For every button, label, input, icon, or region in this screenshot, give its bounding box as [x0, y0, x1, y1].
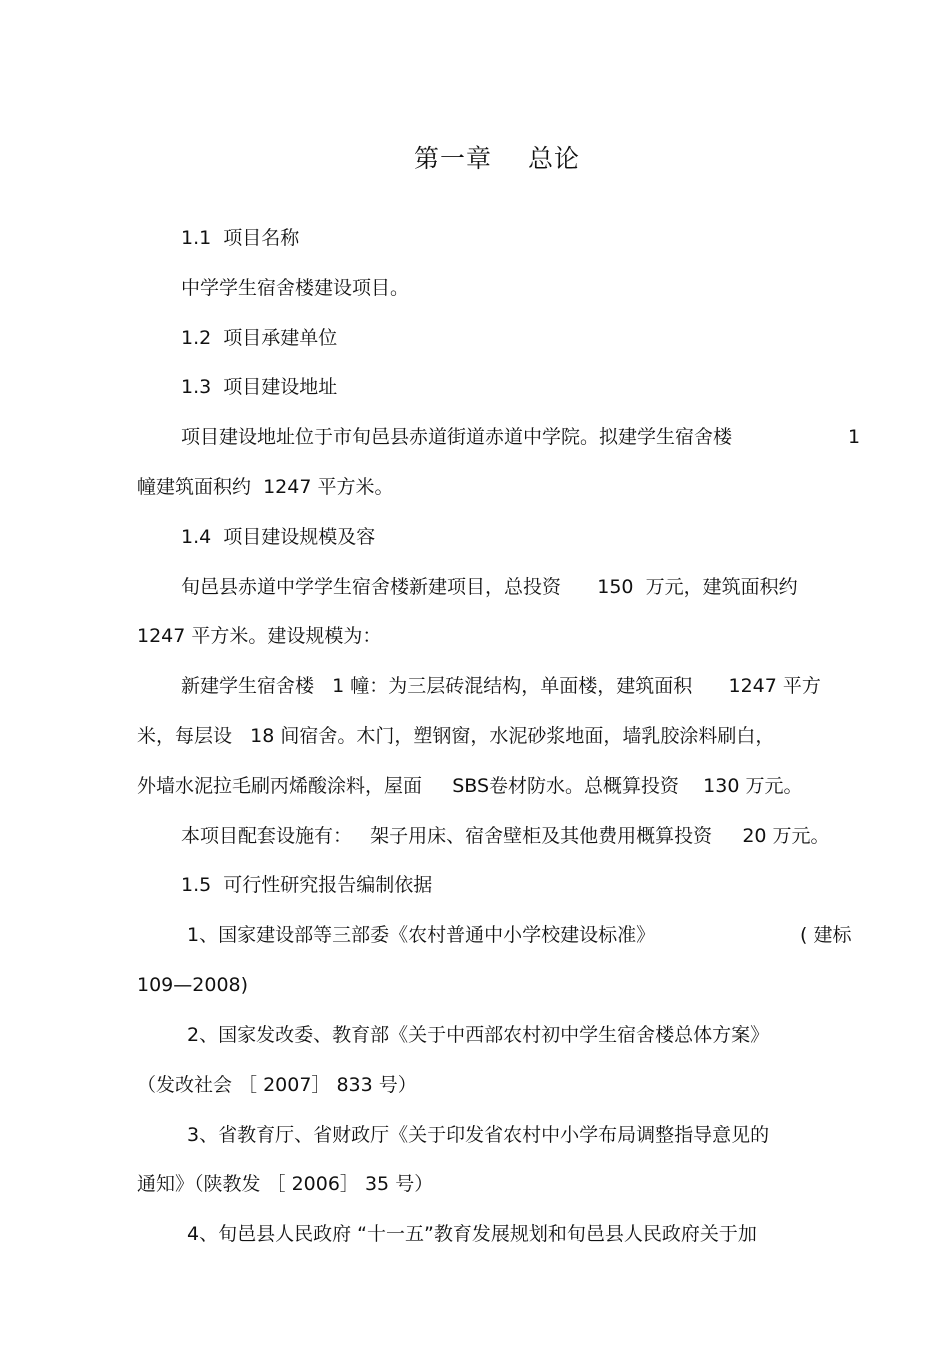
paragraph-facilities: 本项目配套设施有： 架子用床、宿舍壁柜及其他费用概算投资 20 万元。 [181, 825, 830, 847]
reference-4-line-1: 4、旬邑县人民政府 “十一五”教育发展规划和旬邑县人民政府关于加 [187, 1223, 757, 1245]
reference-2-line-1: 2、国家发改委、教育部《关于中西部农村初中学生宿舍楼总体方案》 [187, 1024, 770, 1046]
reference-2-line-2: （发改社会 ［ 2007］ 833 号） [137, 1074, 417, 1096]
paragraph-project-name: 中学学生宿舍楼建设项目。 [181, 277, 410, 299]
reference-1-line-1: 1、国家建设部等三部委《农村普通中小学校建设标准》 [187, 924, 656, 946]
paragraph-address-line-1: 项目建设地址位于市旬邑县赤道街道赤道中学院。拟建学生宿舍楼 [181, 426, 733, 448]
paragraph-scale-line-4: 米，每层设 18 间宿舍。木门，塑钢窗，水泥砂浆地面，墙乳胶涂料刷白， [137, 725, 775, 747]
reference-3-line-1: 3、省教育厅、省财政厅《关于印发省农村中小学布局调整指导意见的 [187, 1124, 770, 1146]
section-heading-1-5: 1.5 可行性研究报告编制依据 [181, 874, 433, 896]
section-heading-1-4: 1.4 项目建设规模及容 [181, 526, 376, 548]
reference-1-line-2: 109—2008) [137, 974, 249, 996]
paragraph-scale-line-3: 新建学生宿舍楼 1 幢：为三层砖混结构，单面楼，建筑面积 1247 平方 [181, 675, 821, 697]
chapter-title [0, 139, 950, 175]
chapter-number: 第一章 [413, 144, 492, 173]
paragraph-scale-line-5: 外墙水泥拉毛刷丙烯酸涂料，屋面 SBS卷材防水。总概算投资 130 万元。 [137, 775, 803, 797]
paragraph-scale-line-1: 旬邑县赤道中学学生宿舍楼新建项目，总投资 150 万元，建筑面积约 [181, 576, 798, 598]
chapter-name: 总论 [528, 144, 581, 173]
reference-1-line-1-end: ( 建标 [800, 924, 852, 946]
reference-3-line-2: 通知》（陕教发 ［ 2006］ 35 号） [137, 1173, 434, 1195]
section-heading-1-1: 1.1 项目名称 [181, 227, 300, 249]
paragraph-address-line-1-end: 1 [848, 426, 861, 448]
section-heading-1-3: 1.3 项目建设地址 [181, 376, 338, 398]
paragraph-address-line-2: 幢建筑面积约 1247 平方米。 [137, 476, 394, 498]
section-heading-1-2: 1.2 项目承建单位 [181, 327, 338, 349]
paragraph-scale-line-2: 1247 平方米。建设规模为： [137, 625, 382, 647]
